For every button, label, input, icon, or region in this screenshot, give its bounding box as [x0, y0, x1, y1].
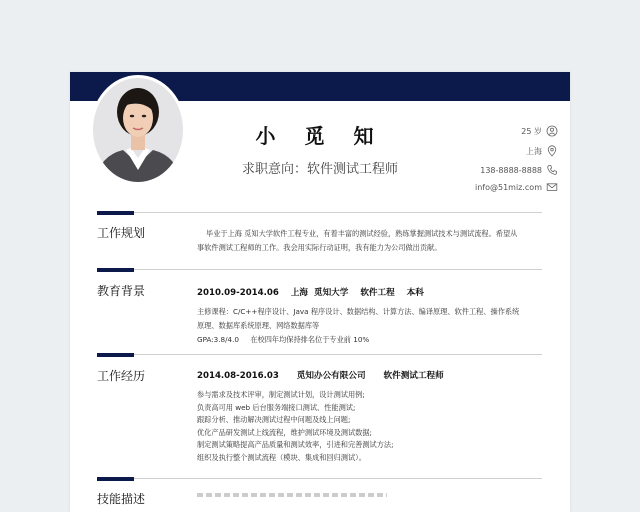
person-icon: [546, 125, 558, 137]
duty-item: 制定测试策略提高产品质量和测试效率，引进和完善测试方法;: [197, 440, 394, 450]
email-text: info@51miz.com: [474, 182, 542, 192]
section-bar: [97, 268, 134, 272]
section-title-education: 教育背景: [97, 284, 146, 298]
section-bar: [97, 353, 134, 357]
education-headline: 2010.09-2014.06 上海 觅知大学 软件工程 本科: [197, 288, 424, 298]
section-title-career: 工作规划: [97, 226, 146, 240]
contact-location: [526, 144, 542, 158]
courses-line-2: 原理、数据库系统原理、网络数据库等: [197, 321, 320, 330]
skills-text-fragment: [197, 493, 397, 497]
duty-item: 组织及执行整个测试流程（模块、集成和回归测试）。: [197, 452, 366, 462]
section-bar: [97, 477, 134, 481]
education-details: [197, 305, 542, 347]
section-divider: [134, 478, 542, 479]
section-title-work: 工作经历: [97, 369, 146, 383]
section-divider: [134, 269, 542, 270]
skills-text-cropped: [197, 493, 387, 497]
phone-text: 138-8888-8888: [480, 165, 542, 175]
resume-page: [70, 72, 570, 512]
location-text: 上海: [526, 146, 542, 156]
career-line-1: 毕业于上海 觅知大学软件工程专业，有着丰富的测试经验，熟练掌握测试技术与测试流程。希望从: [206, 229, 518, 238]
work-duties: [197, 389, 542, 465]
duty-item: 负责高可用 web 后台服务端接口测试、性能测试;: [197, 402, 356, 412]
duty-item: 跟踪分析、推动解决测试过程中问题及线上问题;: [197, 415, 351, 425]
section-bar: [97, 211, 134, 215]
gpa-line: GPA:3.8/4.0 在校四年均保持排名位于专业前 10%: [197, 335, 370, 344]
contact-age: [521, 124, 542, 138]
career-summary: [197, 227, 542, 255]
work-headline: 2014.08-2016.03 觅知办公有限公司 软件测试工程师: [197, 371, 444, 381]
phone-icon: [546, 164, 558, 176]
section-divider: [134, 354, 542, 355]
career-line-2: 事软件测试工程师的工作。我会用实际行动证明，我有能力为公司做出贡献。: [197, 243, 442, 252]
mail-icon: [546, 181, 558, 193]
age-text: 25 岁: [521, 126, 542, 136]
profile-photo: [90, 75, 186, 185]
duty-item: 优化产品研发测试上线流程，维护测试环境及测试数据;: [197, 427, 372, 437]
section-divider: [134, 212, 542, 213]
contact-email: [475, 180, 542, 194]
duty-item: 参与需求及技术评审，制定测试计划，设计测试用例;: [197, 390, 365, 399]
candidate-name: 小 觅 知: [255, 124, 385, 148]
job-intent: 求职意向：软件测试工程师: [242, 162, 399, 177]
contact-phone: [480, 163, 542, 177]
section-title-skills: 技能描述: [97, 492, 146, 506]
courses-line-1: 主修课程：C/C++程序设计、Java 程序设计、数据结构、计算方法、编译原理、软件工程、操作系统: [197, 307, 520, 316]
location-icon: [546, 145, 558, 157]
